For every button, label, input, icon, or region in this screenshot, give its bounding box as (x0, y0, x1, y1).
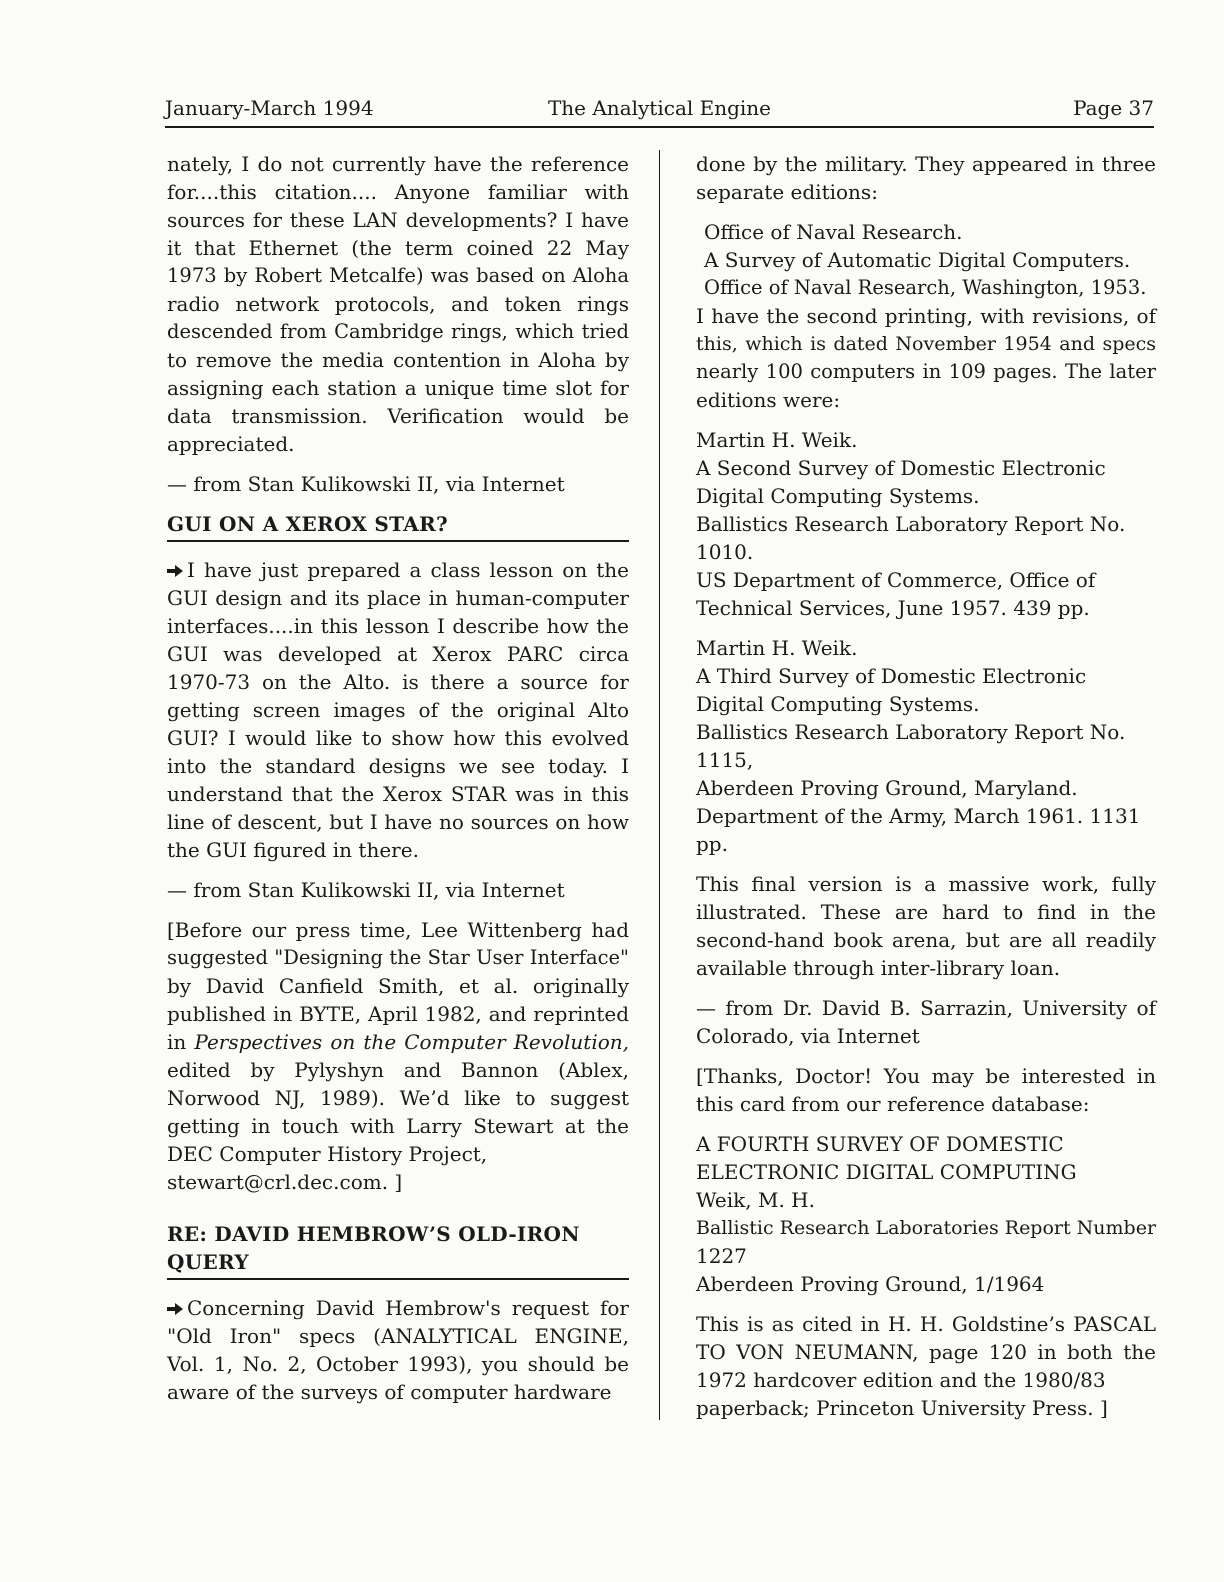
text-line: US Department of Commerce, Office of (696, 568, 1096, 592)
text-line: Aberdeen Proving Ground, Maryland. (696, 776, 1078, 800)
text-line: Norwood NJ, 1989). We’d like to suggest (167, 1086, 629, 1110)
text-line: descended from Cambridge rings, which tried (167, 320, 629, 343)
text-line: line of descent, but I have no sources on how (167, 810, 629, 834)
text-line: to remove the media contention in Aloha by (167, 348, 629, 372)
arrow-icon (167, 556, 187, 584)
book-title: Perspectives on the Computer Revolution, (194, 1030, 629, 1054)
text-line: into the standard designs we see today. I (167, 754, 629, 778)
text-line: appreciated. (167, 432, 295, 456)
reference-card (696, 1130, 1156, 1298)
text-line: paperback; Princeton University Press. ] (696, 1396, 1108, 1420)
text-line: Department of the Army, March 1961. 1131 (696, 804, 1141, 828)
closing-paragraph (696, 1310, 1156, 1422)
section-heading-hembrow (167, 1220, 629, 1280)
text-line: Colorado, via Internet (696, 1024, 920, 1048)
text-line: Ballistics Research Laboratory Report No. (696, 512, 1126, 536)
attribution (696, 994, 1156, 1050)
text-line: published in BYTE, April 1982, and reprinted (167, 1002, 629, 1026)
text-line: A Second Survey of Domestic Electronic (696, 456, 1106, 480)
text-line (167, 1294, 629, 1322)
editor-note (167, 916, 629, 1196)
survey-citation-2 (696, 426, 1156, 622)
section-heading-gui: GUI ON A XEROX STAR? (167, 510, 629, 542)
text-line: Ballistic Research Laboratories Report Number (696, 1217, 1157, 1239)
survey-citation-1 (696, 218, 1156, 302)
arrow-icon (167, 1294, 187, 1322)
second-printing-paragraph (696, 302, 1156, 414)
text-run: Concerning David Hembrow's request for (187, 1296, 629, 1320)
heading-line: QUERY (167, 1250, 249, 1274)
text-line: 1970-73 on the Alto. is there a source for (167, 670, 629, 694)
text-line: Technical Services, June 1957. 439 pp. (696, 596, 1090, 620)
text-line: This final version is a massive work, fully (696, 872, 1156, 896)
text-line: stewart@crl.dec.com. ] (167, 1170, 403, 1194)
text-line: Office of Naval Research, Washington, 1953. (704, 276, 1147, 299)
text-line: Aberdeen Proving Ground, 1/1964 (696, 1272, 1045, 1296)
text-line: Martin H. Weik. (696, 428, 858, 452)
text-line: Digital Computing Systems. (696, 692, 980, 716)
text-line: aware of the surveys of computer hardware (167, 1380, 612, 1404)
text-line: data transmission. Verification would be (167, 404, 629, 428)
text-line: — from Dr. David B. Sarrazin, University of (696, 996, 1156, 1020)
text-line: A Survey of Automatic Digital Computers. (704, 248, 1131, 272)
text-line: nately, I do not currently have the reference (167, 152, 629, 176)
text-line (167, 1028, 629, 1056)
text-line: interfaces....in this lesson I describe how the (167, 614, 629, 638)
text-line: Vol. 1, No. 2, October 1993), you should be (167, 1352, 629, 1376)
publication-title: The Analytical Engine (547, 96, 772, 120)
text-line: "Old Iron" specs (ANALYTICAL ENGINE, (167, 1324, 629, 1348)
lan-paragraph (167, 150, 629, 458)
text-line: I have the second printing, with revisions, of (696, 304, 1156, 328)
text-line: A FOURTH SURVEY OF DOMESTIC (696, 1132, 1064, 1156)
text-line: ELECTRONIC DIGITAL COMPUTING (696, 1160, 1077, 1184)
text-run: in (167, 1030, 187, 1054)
text-line: separate editions: (696, 180, 878, 204)
text-line: getting screen images of the original Alto (167, 698, 629, 722)
issue-date: January-March 1994 (165, 96, 374, 120)
text-line: done by the military. They appeared in three (696, 152, 1156, 176)
text-line: available through inter-library loan. (696, 956, 1061, 980)
text-line: this, which is dated November 1954 and specs (696, 333, 1156, 355)
text-line: for....this citation.... Anyone familiar with (167, 180, 629, 204)
text-line: nearly 100 computers in 109 pages. The later (696, 360, 1156, 383)
thanks-paragraph (696, 1062, 1156, 1118)
text-line: suggested "Designing the Star User Interface" (167, 946, 629, 969)
text-line: 1010. (696, 540, 754, 564)
running-header (165, 96, 1154, 128)
heading-line: RE: DAVID HEMBROW’S OLD-IRON (167, 1222, 580, 1246)
text-line: TO VON NEUMANN, page 120 in both the (696, 1340, 1156, 1364)
text-line: assigning each station a unique time slot for (167, 376, 629, 400)
text-line: 1973 by Robert Metcalfe) was based on Aloha (167, 264, 629, 287)
text-line: understand that the Xerox STAR was in this (167, 782, 629, 806)
text-line: the GUI figured in there. (167, 838, 419, 862)
hembrow-paragraph (167, 1294, 629, 1406)
text-line: This is as cited in H. H. Goldstine’s PASCAL (696, 1312, 1156, 1336)
text-line: this card from our reference database: (696, 1092, 1090, 1116)
text-run: I have just prepared a class lesson on the (187, 558, 629, 582)
text-line: GUI design and its place in human-computer (167, 586, 629, 610)
text-line: getting in touch with Larry Stewart at the (167, 1114, 629, 1138)
text-line: editions were: (696, 388, 841, 412)
text-line: radio network protocols, and token rings (167, 292, 629, 316)
text-line: 1972 hardcover edition and the 1980/83 (696, 1368, 1106, 1392)
text-line: Ballistics Research Laboratory Report No. (696, 720, 1126, 744)
text-line (167, 556, 629, 584)
column-divider (659, 150, 660, 1420)
gui-paragraph (167, 556, 629, 864)
text-line: 1115, (696, 748, 754, 772)
text-line: edited by Pylyshyn and Bannon (Ablex, (167, 1058, 629, 1082)
continuation-paragraph (696, 150, 1156, 206)
text-line: pp. (696, 832, 728, 856)
right-column (696, 150, 1156, 1434)
text-line: Martin H. Weik. (696, 636, 858, 660)
text-line: GUI was developed at Xerox PARC circa (167, 642, 629, 666)
text-line: sources for these LAN developments? I have (167, 208, 629, 232)
text-line: [Before our press time, Lee Wittenberg had (167, 918, 629, 942)
page-number: Page 37 (1073, 96, 1154, 120)
attribution: — from Stan Kulikowski II, via Internet (167, 472, 565, 496)
final-version-paragraph (696, 870, 1156, 982)
text-line: Weik, M. H. (696, 1188, 815, 1212)
text-line: DEC Computer History Project, (167, 1142, 488, 1166)
text-line: second-hand book arena, but are all readily (696, 928, 1156, 952)
text-line: A Third Survey of Domestic Electronic (696, 664, 1087, 688)
left-column (167, 150, 629, 1418)
survey-citation-3 (696, 634, 1156, 858)
text-line: it that Ethernet (the term coined 22 May (167, 236, 629, 260)
text-line: by David Canfield Smith, et al. originally (167, 974, 629, 998)
attribution: — from Stan Kulikowski II, via Internet (167, 878, 565, 902)
text-line: Digital Computing Systems. (696, 484, 980, 508)
text-line: illustrated. These are hard to find in the (696, 900, 1156, 924)
text-line: Office of Naval Research. (704, 220, 963, 244)
text-line: GUI? I would like to show how this evolved (167, 726, 629, 750)
text-line: [Thanks, Doctor! You may be interested in (696, 1064, 1156, 1088)
text-line: 1227 (696, 1244, 747, 1268)
